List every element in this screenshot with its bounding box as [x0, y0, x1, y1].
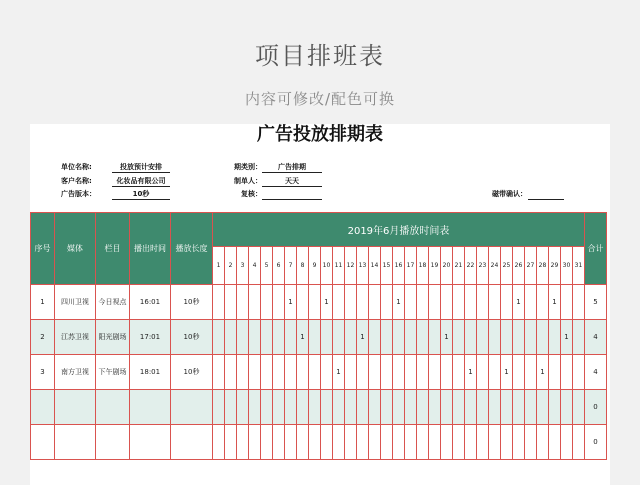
- day-cell[interactable]: [405, 355, 417, 390]
- day-header-24: 24: [489, 247, 501, 285]
- day-cell[interactable]: [285, 320, 297, 355]
- day-cell[interactable]: [237, 355, 249, 390]
- day-cell[interactable]: [573, 425, 585, 460]
- day-cell[interactable]: [297, 390, 309, 425]
- cell-total: 0: [585, 425, 607, 460]
- day-header-16: 16: [393, 247, 405, 285]
- day-cell[interactable]: [489, 285, 501, 320]
- day-cell[interactable]: [213, 355, 225, 390]
- producer-label: 制单人：: [234, 177, 262, 185]
- day-header-26: 26: [513, 247, 525, 285]
- day-header-27: 27: [525, 247, 537, 285]
- day-cell[interactable]: [477, 425, 489, 460]
- day-header-23: 23: [477, 247, 489, 285]
- day-cell[interactable]: [285, 355, 297, 390]
- col-header-program: 栏目: [96, 213, 130, 285]
- tape-confirm-label: 磁带确认：: [492, 190, 527, 198]
- col-header-total: 合计: [585, 213, 607, 285]
- day-cell[interactable]: [393, 425, 405, 460]
- cell-media[interactable]: 四川卫视: [55, 285, 96, 320]
- cell-total: 4: [585, 355, 607, 390]
- day-cell[interactable]: [453, 390, 465, 425]
- day-cell[interactable]: [357, 285, 369, 320]
- schedule-table: [30, 212, 607, 460]
- day-cell[interactable]: [309, 355, 321, 390]
- day-cell[interactable]: 1: [561, 320, 573, 355]
- day-cell[interactable]: [393, 320, 405, 355]
- day-cell[interactable]: [561, 355, 573, 390]
- day-cell[interactable]: [333, 425, 345, 460]
- day-cell[interactable]: [405, 320, 417, 355]
- day-cell[interactable]: [321, 425, 333, 460]
- day-cell[interactable]: [213, 425, 225, 460]
- day-cell[interactable]: [573, 285, 585, 320]
- day-cell[interactable]: [441, 285, 453, 320]
- sheet-title: 广告投放排期表: [257, 124, 383, 145]
- day-cell[interactable]: [561, 285, 573, 320]
- day-header-2: 2: [225, 247, 237, 285]
- day-cell[interactable]: [273, 390, 285, 425]
- day-cell[interactable]: [501, 425, 513, 460]
- cell-total: 0: [585, 390, 607, 425]
- day-cell[interactable]: [369, 390, 381, 425]
- day-cell[interactable]: [225, 285, 237, 320]
- day-cell[interactable]: 1: [297, 320, 309, 355]
- version-label: 广告版本：: [61, 190, 96, 198]
- day-cell[interactable]: [249, 320, 261, 355]
- day-cell[interactable]: [309, 390, 321, 425]
- day-header-1: 1: [213, 247, 225, 285]
- cell-program[interactable]: 今日视点: [96, 285, 130, 320]
- day-cell[interactable]: [501, 390, 513, 425]
- cell-seq[interactable]: 1: [31, 285, 55, 320]
- day-header-13: 13: [357, 247, 369, 285]
- day-header-29: 29: [549, 247, 561, 285]
- day-cell[interactable]: [525, 355, 537, 390]
- day-header-31: 31: [573, 247, 585, 285]
- day-cell[interactable]: [237, 320, 249, 355]
- day-cell[interactable]: [501, 320, 513, 355]
- day-cell[interactable]: [249, 390, 261, 425]
- day-header-28: 28: [537, 247, 549, 285]
- day-cell[interactable]: [465, 285, 477, 320]
- review-value[interactable]: [262, 190, 322, 200]
- day-cell[interactable]: [237, 285, 249, 320]
- category-label: 期类别：: [234, 163, 262, 171]
- day-cell[interactable]: [309, 285, 321, 320]
- day-cell[interactable]: [525, 390, 537, 425]
- day-cell[interactable]: [225, 390, 237, 425]
- cell-duration[interactable]: [171, 425, 213, 460]
- cell-time[interactable]: [130, 425, 171, 460]
- cell-program[interactable]: 阳光剧场: [96, 320, 130, 355]
- day-cell[interactable]: [429, 285, 441, 320]
- day-cell[interactable]: [525, 285, 537, 320]
- day-cell[interactable]: [465, 425, 477, 460]
- cell-seq[interactable]: 2: [31, 320, 55, 355]
- day-cell[interactable]: [441, 355, 453, 390]
- day-cell[interactable]: [213, 390, 225, 425]
- day-header-5: 5: [261, 247, 273, 285]
- day-header-10: 10: [321, 247, 333, 285]
- day-cell[interactable]: [549, 320, 561, 355]
- day-cell[interactable]: [489, 425, 501, 460]
- day-cell[interactable]: [357, 355, 369, 390]
- day-cell[interactable]: [369, 355, 381, 390]
- day-cell[interactable]: [453, 425, 465, 460]
- table-row: [31, 285, 607, 320]
- day-cell[interactable]: [513, 355, 525, 390]
- day-cell[interactable]: [537, 285, 549, 320]
- day-cell[interactable]: [357, 390, 369, 425]
- day-cell[interactable]: [405, 390, 417, 425]
- day-cell[interactable]: [417, 285, 429, 320]
- day-cell[interactable]: [297, 425, 309, 460]
- day-cell[interactable]: [429, 390, 441, 425]
- day-header-15: 15: [381, 247, 393, 285]
- client-label: 客户名称:: [61, 177, 92, 185]
- day-cell[interactable]: [393, 390, 405, 425]
- day-cell[interactable]: [345, 320, 357, 355]
- day-header-22: 22: [465, 247, 477, 285]
- day-cell[interactable]: [345, 390, 357, 425]
- day-cell[interactable]: [273, 285, 285, 320]
- cell-program[interactable]: [96, 390, 130, 425]
- cell-duration[interactable]: [171, 390, 213, 425]
- day-cell[interactable]: [309, 425, 321, 460]
- day-cell[interactable]: 1: [513, 285, 525, 320]
- day-cell[interactable]: [273, 425, 285, 460]
- cell-duration[interactable]: 10秒: [171, 320, 213, 355]
- day-cell[interactable]: [225, 355, 237, 390]
- day-cell[interactable]: [261, 285, 273, 320]
- cell-program[interactable]: [96, 425, 130, 460]
- day-cell[interactable]: [549, 355, 561, 390]
- cell-total: 5: [585, 285, 607, 320]
- cell-time[interactable]: [130, 390, 171, 425]
- day-cell[interactable]: [225, 320, 237, 355]
- cell-time[interactable]: 17:01: [130, 320, 171, 355]
- day-cell[interactable]: 1: [333, 355, 345, 390]
- day-header-17: 17: [405, 247, 417, 285]
- day-cell[interactable]: [525, 425, 537, 460]
- unit-label: 单位名称:: [61, 163, 92, 171]
- day-cell[interactable]: 1: [393, 285, 405, 320]
- unit-value[interactable]: 投放预计安排: [112, 163, 170, 173]
- day-cell[interactable]: [549, 390, 561, 425]
- col-header-duration: 播放长度: [171, 213, 213, 285]
- cell-time[interactable]: 18:01: [130, 355, 171, 390]
- day-cell[interactable]: 1: [549, 285, 561, 320]
- cell-duration[interactable]: 10秒: [171, 285, 213, 320]
- day-header-9: 9: [309, 247, 321, 285]
- day-cell[interactable]: [453, 285, 465, 320]
- day-cell[interactable]: [333, 320, 345, 355]
- day-header-11: 11: [333, 247, 345, 285]
- day-cell[interactable]: [381, 425, 393, 460]
- day-cell[interactable]: [573, 355, 585, 390]
- day-cell[interactable]: 1: [441, 320, 453, 355]
- day-cell[interactable]: [513, 390, 525, 425]
- category-value[interactable]: 广告排期: [262, 163, 322, 173]
- day-cell[interactable]: [357, 425, 369, 460]
- day-cell[interactable]: [537, 425, 549, 460]
- review-label: 复核：: [241, 190, 262, 198]
- day-cell[interactable]: [381, 390, 393, 425]
- cell-media[interactable]: [55, 425, 96, 460]
- version-value[interactable]: 10秒: [112, 190, 170, 200]
- day-cell[interactable]: [405, 425, 417, 460]
- tape-confirm-value[interactable]: [528, 190, 564, 200]
- day-header-6: 6: [273, 247, 285, 285]
- day-cell[interactable]: [225, 425, 237, 460]
- cell-duration[interactable]: 10秒: [171, 355, 213, 390]
- day-cell[interactable]: [501, 285, 513, 320]
- day-cell[interactable]: [393, 355, 405, 390]
- day-cell[interactable]: [369, 425, 381, 460]
- day-header-8: 8: [297, 247, 309, 285]
- day-cell[interactable]: [489, 355, 501, 390]
- col-header-seq: 序号: [31, 213, 55, 285]
- col-header-time: 播出时间: [130, 213, 171, 285]
- day-cell[interactable]: [249, 425, 261, 460]
- producer-value[interactable]: 天天: [262, 177, 322, 187]
- cell-time[interactable]: 16:01: [130, 285, 171, 320]
- day-cell[interactable]: [477, 355, 489, 390]
- day-cell[interactable]: [345, 285, 357, 320]
- day-cell[interactable]: [405, 285, 417, 320]
- day-cell[interactable]: [285, 425, 297, 460]
- day-cell[interactable]: [321, 355, 333, 390]
- day-cell[interactable]: [333, 390, 345, 425]
- day-cell[interactable]: [273, 355, 285, 390]
- day-header-21: 21: [453, 247, 465, 285]
- day-cell[interactable]: [249, 355, 261, 390]
- cell-program[interactable]: 下午剧场: [96, 355, 130, 390]
- day-cell[interactable]: [465, 390, 477, 425]
- day-cell[interactable]: [465, 320, 477, 355]
- day-cell[interactable]: [261, 425, 273, 460]
- day-cell[interactable]: [573, 390, 585, 425]
- day-cell[interactable]: [333, 285, 345, 320]
- col-header-media: 媒体: [55, 213, 96, 285]
- day-cell[interactable]: [369, 285, 381, 320]
- day-cell[interactable]: [477, 390, 489, 425]
- day-cell[interactable]: 1: [357, 320, 369, 355]
- day-cell[interactable]: [537, 390, 549, 425]
- day-cell[interactable]: [453, 320, 465, 355]
- day-cell[interactable]: [477, 320, 489, 355]
- cell-media[interactable]: [55, 390, 96, 425]
- day-cell[interactable]: [417, 320, 429, 355]
- day-cell[interactable]: [429, 355, 441, 390]
- day-cell[interactable]: [537, 320, 549, 355]
- day-cell[interactable]: [345, 355, 357, 390]
- day-cell[interactable]: 1: [321, 285, 333, 320]
- day-cell[interactable]: [213, 285, 225, 320]
- day-header-30: 30: [561, 247, 573, 285]
- cell-seq[interactable]: [31, 425, 55, 460]
- day-cell[interactable]: [381, 355, 393, 390]
- day-cell[interactable]: [309, 320, 321, 355]
- day-header-25: 25: [501, 247, 513, 285]
- day-cell[interactable]: [429, 425, 441, 460]
- day-cell[interactable]: [237, 390, 249, 425]
- day-cell[interactable]: [249, 285, 261, 320]
- day-cell[interactable]: 1: [285, 285, 297, 320]
- day-cell[interactable]: [441, 390, 453, 425]
- day-cell[interactable]: [237, 425, 249, 460]
- day-cell[interactable]: [261, 390, 273, 425]
- day-header-14: 14: [369, 247, 381, 285]
- day-cell[interactable]: [417, 390, 429, 425]
- day-cell[interactable]: 1: [501, 355, 513, 390]
- day-cell[interactable]: 1: [465, 355, 477, 390]
- day-cell[interactable]: [441, 425, 453, 460]
- day-cell[interactable]: [369, 320, 381, 355]
- day-header-19: 19: [429, 247, 441, 285]
- page-subtitle: 内容可修改/配色可换: [244, 90, 396, 108]
- day-header-3: 3: [237, 247, 249, 285]
- day-header-12: 12: [345, 247, 357, 285]
- cell-total: 4: [585, 320, 607, 355]
- day-cell[interactable]: [321, 390, 333, 425]
- day-cell[interactable]: [273, 320, 285, 355]
- day-cell[interactable]: [549, 425, 561, 460]
- schedule-title: 2019年6月播放时间表: [213, 213, 585, 247]
- cell-media[interactable]: 南方卫视: [55, 355, 96, 390]
- cell-seq[interactable]: [31, 390, 55, 425]
- table-row: [31, 355, 607, 390]
- day-header-4: 4: [249, 247, 261, 285]
- day-cell[interactable]: [381, 320, 393, 355]
- table-row: [31, 390, 607, 425]
- day-cell[interactable]: [561, 425, 573, 460]
- day-cell[interactable]: [261, 320, 273, 355]
- day-cell[interactable]: [381, 285, 393, 320]
- day-cell[interactable]: [453, 355, 465, 390]
- day-header-7: 7: [285, 247, 297, 285]
- day-cell[interactable]: [573, 320, 585, 355]
- day-header-18: 18: [417, 247, 429, 285]
- day-cell[interactable]: [477, 285, 489, 320]
- cell-media[interactable]: 江苏卫视: [55, 320, 96, 355]
- day-cell[interactable]: [489, 390, 501, 425]
- spreadsheet: [30, 124, 610, 485]
- day-cell[interactable]: [297, 285, 309, 320]
- day-cell[interactable]: [429, 320, 441, 355]
- day-cell[interactable]: [513, 425, 525, 460]
- day-cell[interactable]: [285, 390, 297, 425]
- client-value[interactable]: 化妆品有限公司: [112, 177, 170, 187]
- day-cell[interactable]: [417, 425, 429, 460]
- day-cell[interactable]: [561, 390, 573, 425]
- cell-seq[interactable]: 3: [31, 355, 55, 390]
- day-cell[interactable]: [297, 355, 309, 390]
- day-cell[interactable]: [261, 355, 273, 390]
- day-cell[interactable]: [489, 320, 501, 355]
- day-cell[interactable]: 1: [537, 355, 549, 390]
- day-cell[interactable]: [345, 425, 357, 460]
- day-cell[interactable]: [513, 320, 525, 355]
- day-cell[interactable]: [417, 355, 429, 390]
- table-row: [31, 320, 607, 355]
- day-cell[interactable]: [525, 320, 537, 355]
- day-header-20: 20: [441, 247, 453, 285]
- table-row: [31, 425, 607, 460]
- day-cell[interactable]: [321, 320, 333, 355]
- day-cell[interactable]: [213, 320, 225, 355]
- page-title: 项目排班表: [255, 42, 385, 70]
